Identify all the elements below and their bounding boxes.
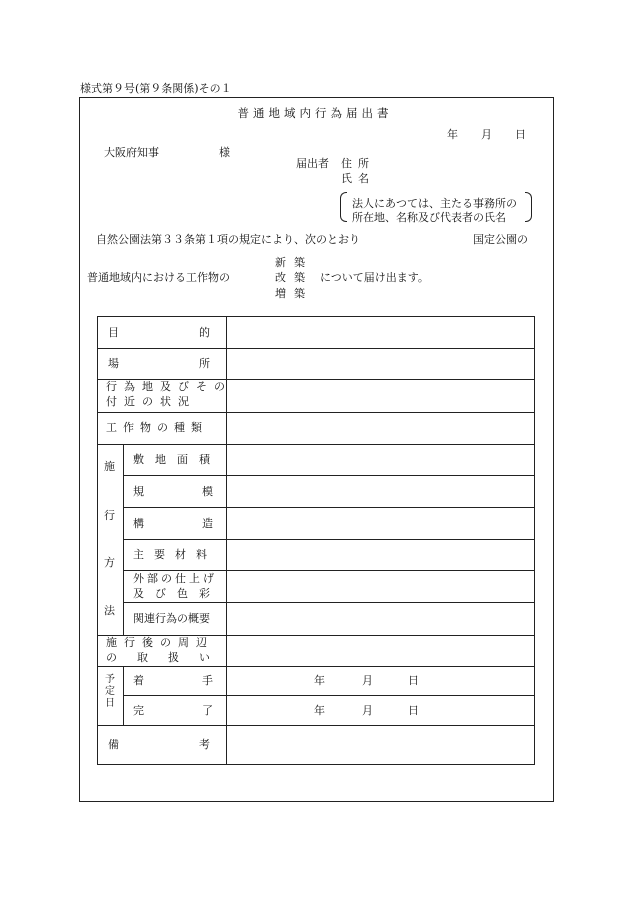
label-start: 着手: [133, 674, 271, 687]
end-date: [314, 705, 419, 716]
declaration-sentence-start: 普通地域内における工作物の: [87, 271, 230, 284]
start-day: 日: [408, 674, 419, 687]
label-site-area: 敷地面積: [133, 453, 221, 466]
declaration-sentence-end: について届け出ます。: [320, 271, 429, 284]
notifier-label: 届出者: [296, 157, 329, 170]
submission-date: [447, 129, 526, 140]
label-site-line-1: 行為地及びその: [106, 380, 232, 393]
label-finish-line-1: 外部の仕上げ: [133, 572, 217, 585]
start-date: [314, 675, 419, 686]
label-construction: 構造: [133, 517, 271, 530]
schedule-char-2: 定: [105, 686, 115, 697]
date-day: 日: [515, 128, 526, 141]
start-year: 年: [314, 674, 325, 687]
corporation-note-line-1: 法人にあつては、主たる事務所の: [352, 197, 517, 210]
label-scale: 規模: [133, 485, 271, 498]
end-year: 年: [314, 704, 325, 717]
label-location: 場所: [108, 357, 290, 370]
label-related-acts: 関連行為の概要: [133, 612, 210, 625]
row-divider: [123, 507, 534, 508]
label-materials: 主要材料: [133, 548, 217, 561]
right-bracket: [525, 192, 532, 222]
kind-reconstruction: 改築: [275, 271, 313, 284]
park-type: 国定公園の: [473, 233, 528, 246]
row-divider: [123, 475, 534, 476]
corporation-note-line-2: 所在地、名称及び代表者の氏名: [352, 211, 506, 224]
schedule-char-1: 予: [105, 674, 115, 685]
row-divider: [98, 444, 534, 445]
document-title: 普通地域内行為届出書: [237, 106, 393, 120]
date-year: 年: [447, 128, 458, 141]
row-divider: [98, 348, 534, 349]
label-after-line-1: 施行後の周辺: [106, 636, 214, 649]
notifier-name-label: 氏名: [341, 172, 375, 185]
addressee-honorific: 様: [219, 146, 230, 159]
label-purpose: 目的: [108, 326, 290, 339]
label-finish-line-2: 及び色彩: [133, 587, 221, 600]
label-site-line-2: 付近の状況: [106, 395, 196, 408]
corporation-note: [340, 192, 532, 222]
schedule-char-3: 日: [105, 698, 115, 709]
kind-new-construction: 新築: [275, 256, 313, 269]
end-month: 月: [362, 704, 373, 717]
date-month: 月: [481, 128, 492, 141]
label-end: 完了: [133, 704, 271, 717]
row-divider: [123, 570, 534, 571]
row-divider: [123, 695, 534, 696]
method-char-4: 法: [104, 604, 115, 617]
kind-extension: 増築: [275, 287, 313, 300]
law-reference-text: 自然公園法第３３条第１項の規定により、次のとおり: [96, 233, 360, 246]
notification-table: [97, 316, 535, 765]
left-bracket: [340, 192, 347, 222]
row-divider: [98, 412, 534, 413]
label-after-line-2: の取扱い: [106, 651, 230, 664]
form-number-label: 様式第９号(第９条関係)その１: [80, 82, 232, 95]
method-char-2: 行: [104, 509, 115, 522]
label-remarks: 備考: [108, 738, 290, 751]
row-divider: [123, 539, 534, 540]
row-divider: [98, 725, 534, 726]
row-divider: [123, 602, 534, 603]
addressee: 大阪府知事: [104, 146, 159, 159]
end-day: 日: [408, 704, 419, 717]
label-structure-type: 工作物の種類: [106, 421, 208, 434]
method-char-1: 施: [104, 460, 115, 473]
method-char-3: 方: [104, 556, 115, 569]
start-month: 月: [362, 674, 373, 687]
notifier-address-label: 住所: [341, 157, 375, 170]
row-divider: [98, 666, 534, 667]
